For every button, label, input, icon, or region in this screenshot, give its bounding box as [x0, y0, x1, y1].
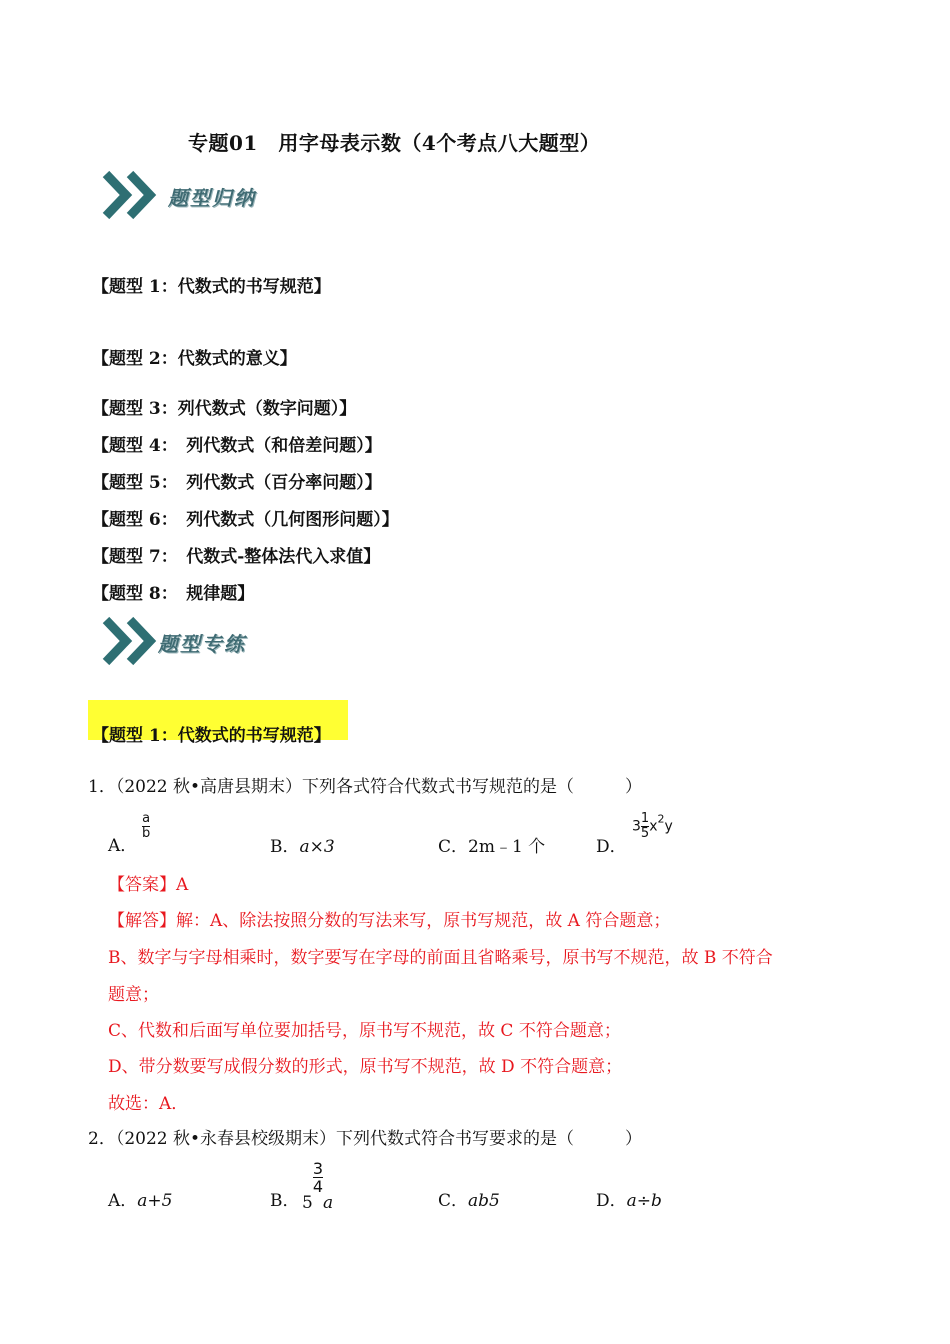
q1-option-d-label: D． [596, 837, 627, 857]
q1-option-b-label: B． [270, 837, 300, 857]
q2-option-b-denominator: 4 [312, 1177, 324, 1196]
q2-option-d-value: a÷b [626, 1191, 662, 1211]
q1-option-d-numerator: 1 [640, 811, 650, 826]
q1-answer: 【答案】A [108, 875, 189, 895]
q2-option-b-label: B． [270, 1191, 300, 1211]
q1-option-d-whole: 3 [632, 818, 641, 835]
q1-option-a-fraction [142, 812, 150, 841]
section-heading: 【题型 1：代数式的书写规范】 [92, 726, 331, 746]
section-banner-practice [100, 616, 280, 670]
q2-option-b-whole: 5 [302, 1193, 313, 1213]
q1-analysis-line-3: 题意； [108, 985, 159, 1005]
section-banner-summary [100, 170, 280, 224]
category-item-5: 【题型 5： 列代数式（百分率问题）】 [92, 473, 382, 493]
q2-option-b-expression [302, 1159, 334, 1213]
category-item-7: 【题型 7： 代数式-整体法代入求值】 [92, 547, 381, 567]
q1-option-b [270, 832, 335, 857]
q2-option-b-var: a [323, 1193, 334, 1213]
page-title: 专题01 用字母表示数（4个考点八大题型） [188, 131, 601, 155]
category-item-3: 【题型 3：列代数式（数字问题）】 [92, 399, 357, 419]
q2-option-a [108, 1186, 172, 1211]
q2-option-a-label: A． [108, 1191, 138, 1211]
q2-option-b-numerator: 3 [312, 1159, 324, 1178]
double-chevron-icon [100, 616, 164, 666]
q1-analysis-line-1: 【解答】解：A、除法按照分数的写法来写，原书写规范，故 A 符合题意； [108, 911, 671, 931]
double-chevron-icon [100, 170, 164, 220]
q1-analysis-line-4: C、代数和后面写单位要加括号，原书写不规范，故 C 不符合题意； [108, 1021, 621, 1041]
banner-label: 题型归纳 [168, 186, 256, 210]
q1-option-c-label: C． [438, 837, 469, 857]
category-item-1: 【题型 1：代数式的书写规范】 [92, 277, 331, 297]
category-item-4: 【题型 4： 列代数式（和倍差问题）】 [92, 436, 382, 456]
q1-option-a-label: A． [108, 836, 138, 856]
q1-analysis-line-2: B、数字与字母相乘时，数字要写在字母的前面且省略乘号，原书写不规范，故 B 不符合 [108, 948, 773, 968]
q1-option-d-var: x [649, 818, 658, 835]
q2-option-a-value: a+5 [137, 1191, 173, 1211]
q1-analysis-line-5: D、带分数要写成假分数的形式，原书写不规范，故 D 不符合题意； [108, 1057, 623, 1077]
q2-option-c [438, 1186, 500, 1211]
category-item-2: 【题型 2：代数式的意义】 [92, 349, 297, 369]
category-item-8: 【题型 8： 规律题】 [92, 584, 255, 604]
category-item-6: 【题型 6： 列代数式（几何图形问题）】 [92, 510, 399, 530]
q1-analysis-line-6: 故选：A． [108, 1094, 189, 1114]
q1-option-d-denominator: 5 [640, 826, 650, 841]
q1-option-b-value: a×3 [299, 837, 335, 857]
q1-option-c-value: 2m﹣1 个 [468, 837, 546, 857]
q1-option-d-expression [632, 812, 673, 841]
q1-option-d-var2: y [664, 818, 673, 835]
q1-option-a-denominator: b [142, 826, 151, 841]
q2-option-d-label: D． [596, 1191, 627, 1211]
q1-option-c [438, 832, 545, 857]
question-1-stem: 1．（2022 秋•高唐县期末）下列各式符合代数式书写规范的是（ ） [88, 777, 643, 797]
banner-label: 题型专练 [158, 632, 246, 656]
question-2-stem: 2．（2022 秋•永春县校级期末）下列代数式符合书写要求的是（ ） [88, 1129, 643, 1149]
q1-option-a-numerator: a [142, 811, 151, 826]
q2-option-c-value: ab5 [468, 1191, 500, 1211]
q2-option-d [596, 1186, 662, 1211]
q1-option-d-exponent: 2 [657, 812, 665, 826]
q2-option-c-label: C． [438, 1191, 469, 1211]
